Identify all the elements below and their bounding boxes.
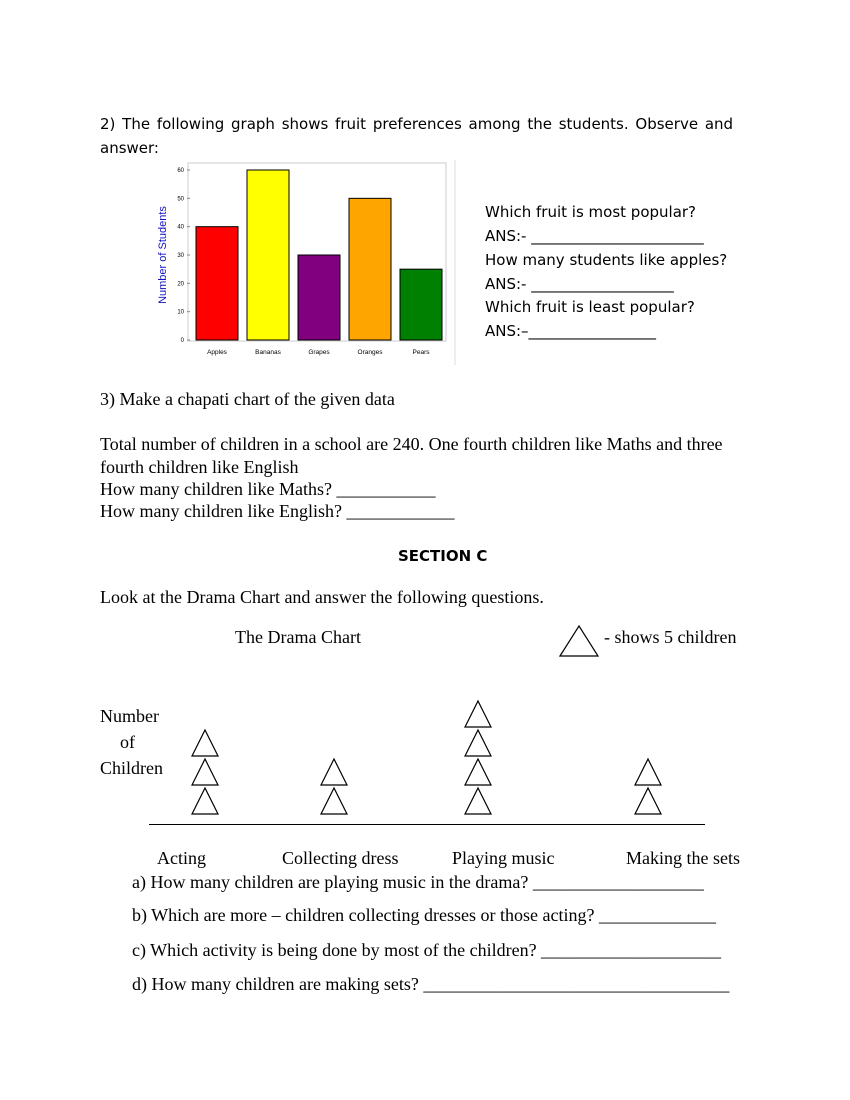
y-tick-label: 20 <box>177 281 184 288</box>
q2-question: Which fruit is least popular? <box>485 298 695 316</box>
q3-line: fourth children like English <box>100 457 299 477</box>
drama-chart-title: The Drama Chart <box>235 627 361 647</box>
y-tick-label: 40 <box>177 224 184 231</box>
y-label: Children <box>100 758 163 778</box>
x-tick-label: Pears <box>412 349 430 356</box>
activity-label: Making the sets <box>626 848 740 868</box>
q2-answer: ANS:–_________________ <box>485 322 657 340</box>
y-tick-label: 10 <box>177 309 184 316</box>
bar-grapes <box>298 255 340 340</box>
x-tick-label: Oranges <box>357 349 383 356</box>
section-heading: SECTION C <box>398 547 488 565</box>
q2-answer: ANS:- ___________________ <box>485 275 674 293</box>
activity-label: Playing music <box>452 848 555 868</box>
bar-bananas <box>247 170 289 340</box>
bar-oranges <box>349 198 391 340</box>
triangle-icon <box>190 757 220 787</box>
baseline <box>149 824 705 825</box>
question: b) Which are more – children collecting dresses or those acting? _____________ <box>132 905 716 925</box>
key-text: - shows 5 children <box>604 627 737 647</box>
q2-text-2: answer: <box>100 139 159 157</box>
y-tick-label: 50 <box>177 196 184 203</box>
activity-label: Collecting dress <box>282 848 399 868</box>
bar-apples <box>196 227 238 340</box>
triangle-icon <box>463 757 493 787</box>
triangle-icon <box>463 699 493 729</box>
y-axis-title: Number of Students <box>157 206 169 304</box>
triangle-icon <box>463 786 493 816</box>
bar-pears <box>400 269 442 340</box>
q3-line: How many children like Maths? ___________ <box>100 479 436 499</box>
triangle-key-icon <box>558 624 602 658</box>
question: d) How many children are making sets? __________________________________ <box>132 974 730 994</box>
y-tick-label: 0 <box>180 338 184 344</box>
y-tick-label: 30 <box>177 253 184 259</box>
y-label: of <box>120 732 135 752</box>
q3-line: How many children like English? ____________ <box>100 501 455 521</box>
triangle-icon <box>319 757 349 787</box>
q3-title: 3) Make a chapati chart of the given data <box>100 389 395 409</box>
q3-line: Total number of children in a school are 240. One fourth children like Maths and three <box>100 434 723 454</box>
section-intro: Look at the Drama Chart and answer the following questions. <box>100 587 544 607</box>
q2-question: Which fruit is most popular? <box>485 203 697 221</box>
x-tick-label: Grapes <box>308 349 330 356</box>
triangle-icon <box>633 786 663 816</box>
question: a) How many children are playing music in the drama? ___________________ <box>132 872 704 892</box>
q2-question: How many students like apples? <box>485 251 728 269</box>
q2-text: 2) The following graph shows fruit preferences among the students. Observe and <box>100 115 734 133</box>
triangle-icon <box>463 728 493 758</box>
question: c) Which activity is being done by most of the children? ____________________ <box>132 940 722 960</box>
x-tick-label: Bananas <box>255 349 281 356</box>
y-tick-label: 60 <box>177 168 184 174</box>
q2-answer: ANS:- _______________________ <box>485 227 704 245</box>
triangle-icon <box>319 786 349 816</box>
triangle-icon <box>190 728 220 758</box>
fruit-bar-chart <box>150 160 460 370</box>
y-label: Number <box>100 706 159 726</box>
x-tick-label: Apples <box>207 349 227 356</box>
triangle-icon <box>190 786 220 816</box>
triangle-icon <box>633 757 663 787</box>
activity-label: Acting <box>157 848 206 868</box>
